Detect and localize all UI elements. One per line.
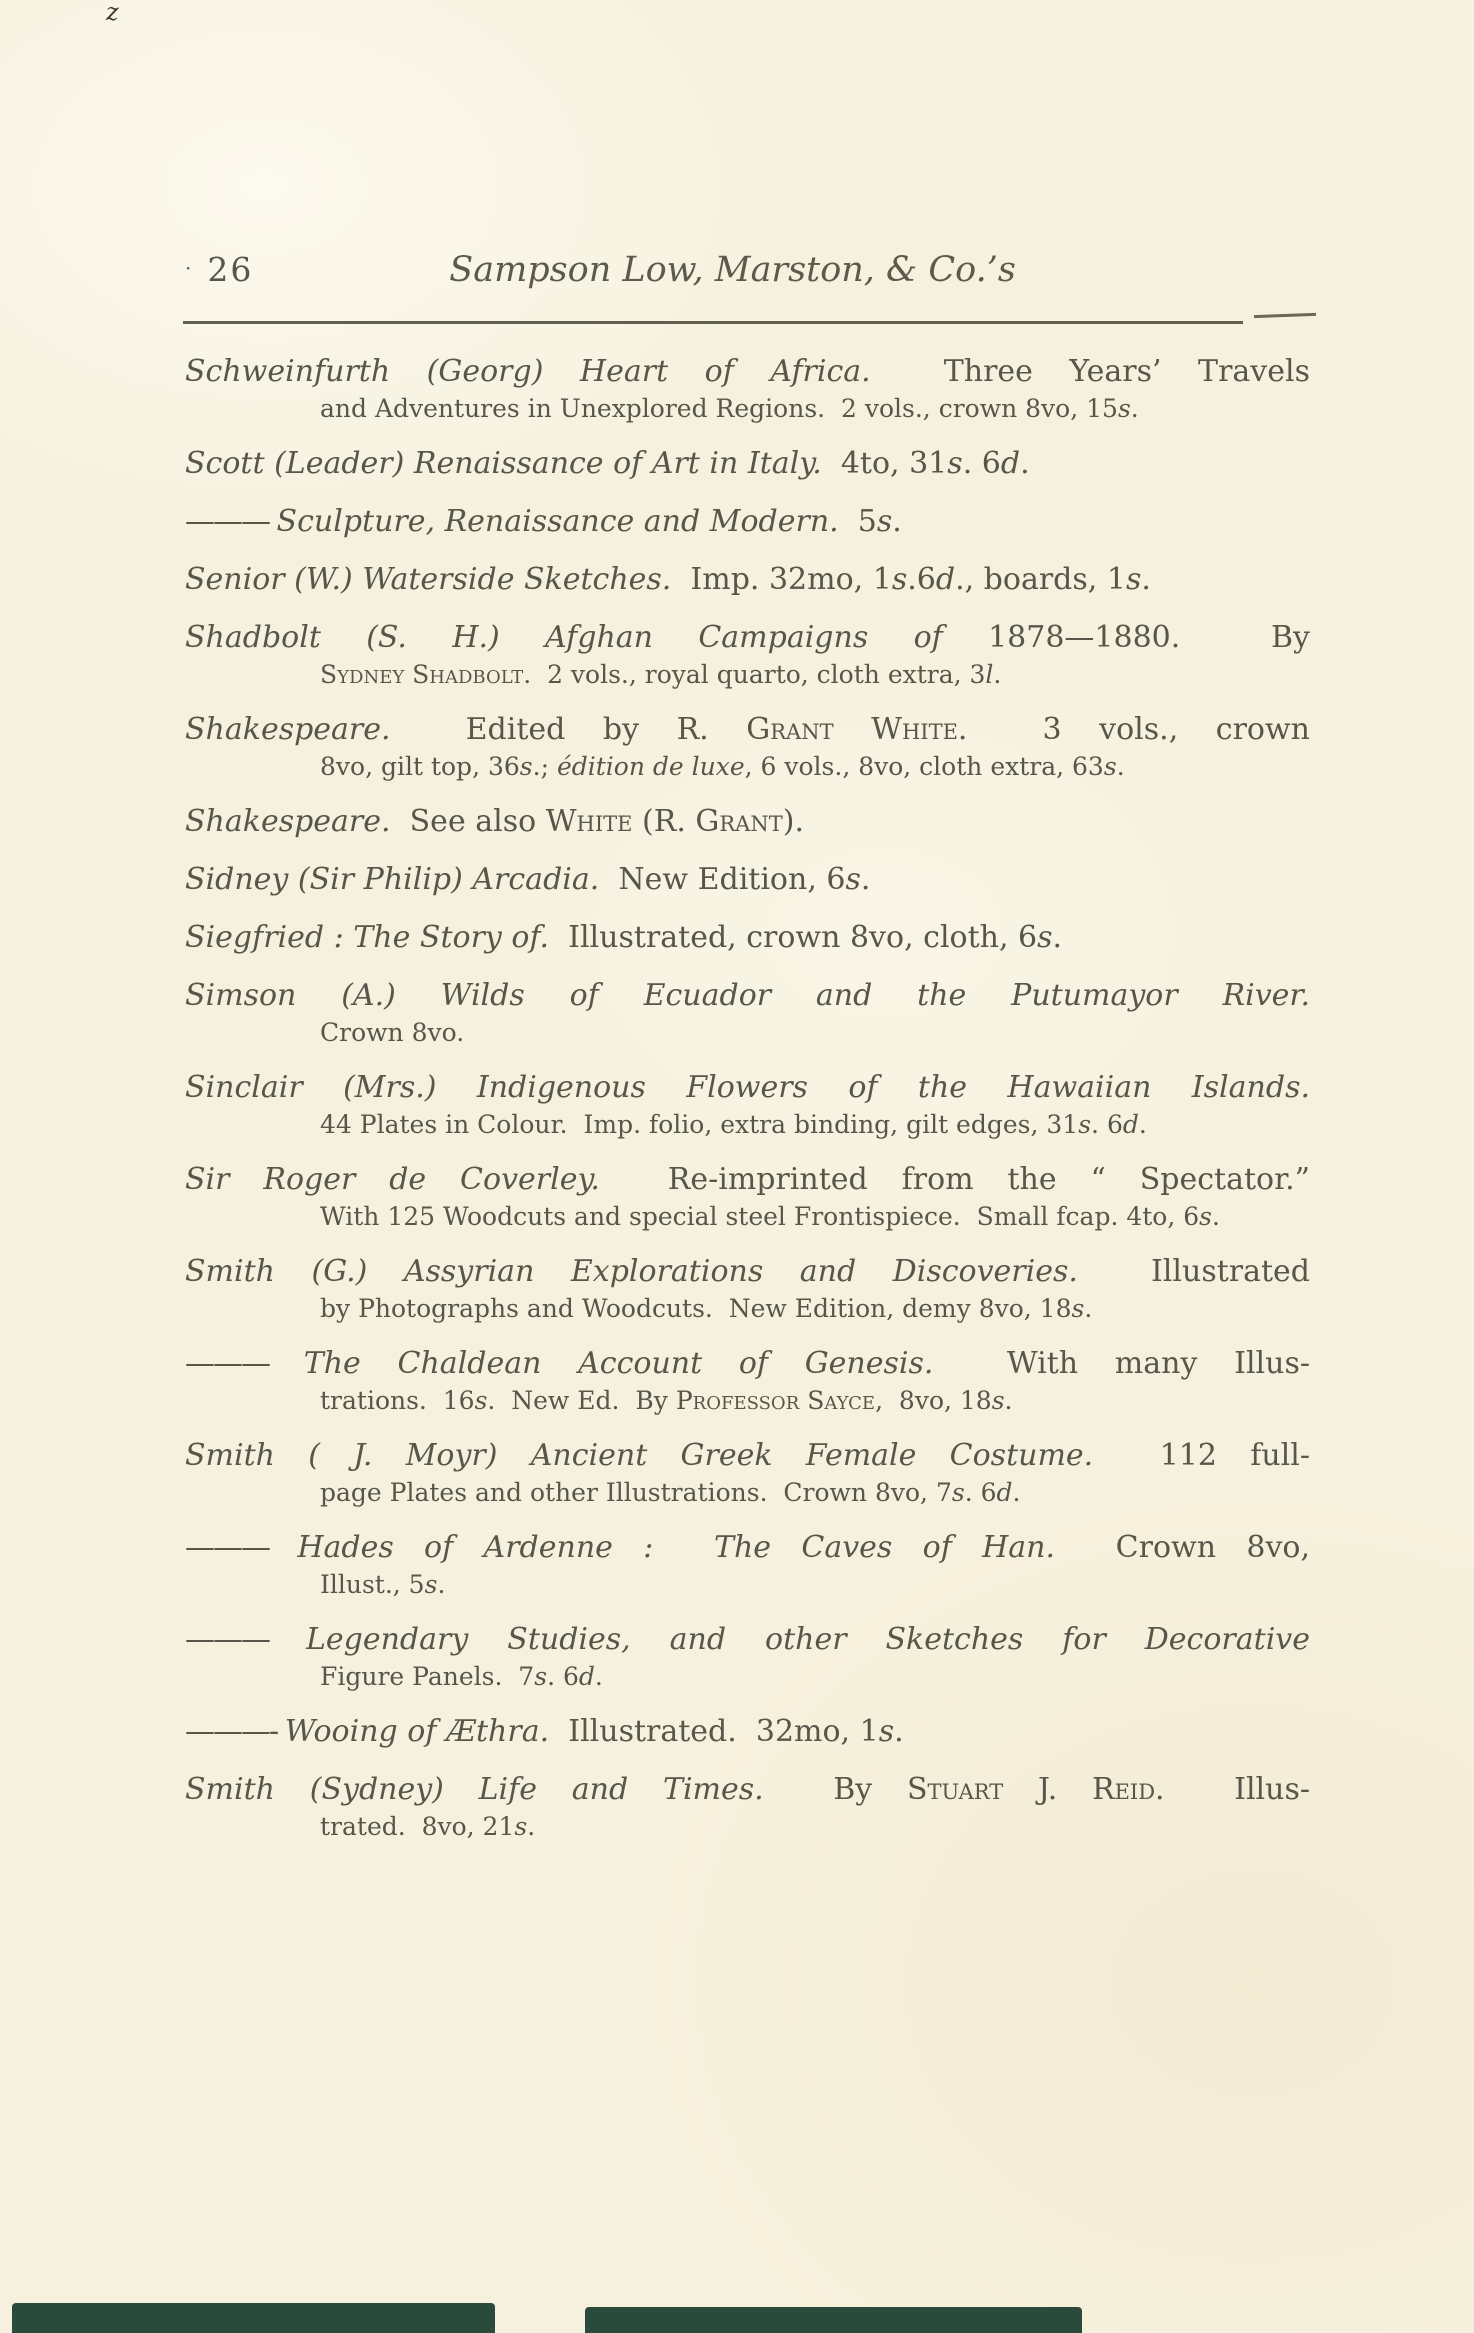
entry-line [185,710,1310,750]
entry-text-segment: Smith ( J. Moyr) Ancient Greek Female Costume. [185,1438,1094,1473]
catalog-entry [185,502,1310,542]
scan-artifact-bar [585,2307,1082,2333]
entry-line [185,1568,1310,1602]
entry-text-segment: 2 vols., royal quarto, cloth extra, 3 [531,660,986,689]
entry-text-segment: Sidney (Sir Philip) Arcadia. [185,862,600,897]
entry-text-segment: 3 vols., crown [967,712,1310,747]
entry-text-segment: ——— [185,1622,306,1657]
entry-line [185,1292,1310,1326]
entry-text-segment: Sculpture, Renaissance and Modern. [276,504,839,539]
catalog-entry [185,1620,1310,1694]
entry-text-segment: s [514,1812,528,1841]
entry-text-segment: . [1212,1202,1220,1231]
entry-text-segment: (R. [632,804,696,839]
entry-line [185,618,1310,658]
entry-text-segment: .; [532,752,557,781]
entry-text-segment: d [578,1662,595,1691]
entry-line [185,658,1310,692]
entry-text-segment: Senior (W.) Waterside Sketches. [185,562,672,597]
entry-text-segment: s [534,1662,548,1691]
entry-text-segment: . 6 [1091,1110,1123,1139]
catalog-entry [185,860,1310,900]
entry-text-segment: . [1130,394,1139,423]
entry-line [185,502,1310,542]
entry-text-segment: Illus- [1164,1772,1311,1807]
header-rule-dash [1254,313,1316,318]
entry-text-segment: Grant White. [746,712,968,747]
entry-text-segment: ——— [185,504,277,539]
entry-line [185,1620,1310,1660]
entry-text-segment: Re-imprinted from the “ Spectator.” [599,1162,1310,1197]
entry-text-segment: . [1141,562,1151,597]
entry-text-segment: Shadbolt (S. H.) Afghan Campaigns of [185,620,989,655]
entry-text-segment: s [1071,1294,1085,1323]
entry-text-segment: By [763,1772,907,1807]
catalog-entry [185,802,1310,842]
catalog-entries [185,352,1310,1862]
catalog-entry [185,352,1310,426]
entry-text-segment: Figure Panels. 7 [320,1662,535,1691]
entry-text-segment: Scott (Leader) Renaissance of Art in Italy. [185,446,822,481]
entry-line [185,1108,1310,1142]
entry-line [185,392,1310,426]
entry-text-segment: Crown 8vo. [320,1018,465,1047]
entry-line [185,1660,1310,1694]
entry-text-segment: s [991,1386,1005,1415]
entry-text-segment: . New Ed. By [487,1386,676,1415]
entry-line [185,1476,1310,1510]
entry-text-segment: . [1138,1110,1147,1139]
entry-text-segment: s [474,1386,488,1415]
entry-text-segment: . [437,1570,446,1599]
entry-text-segment: s [1037,920,1053,955]
entry-text-segment: . [892,504,902,539]
header-rule [183,321,1243,324]
entry-text-segment: d [996,1478,1013,1507]
entry-text-segment: Three Years’ Travels [870,354,1310,389]
entry-text-segment: s [1199,1202,1213,1231]
entry-text-segment: Hades of Ardenne : The Caves of Han. [297,1530,1056,1565]
catalog-entry [185,710,1310,784]
entry-line [185,1712,1310,1752]
entry-text-segment: . [1116,752,1125,781]
entry-text-segment: . [1012,1478,1021,1507]
catalog-entry [185,618,1310,692]
catalog-entry [185,1344,1310,1418]
entry-line [185,1528,1310,1568]
entry-text-segment: With many Illus- [933,1346,1310,1381]
page-number-dot: · [185,256,194,280]
entry-text-segment: Illustrated [1077,1254,1311,1289]
entry-text-segment: . [993,660,1002,689]
entry-text-segment: trated. 8vo, 21 [320,1812,515,1841]
entry-line [185,750,1310,784]
entry-text-segment: ———- [185,1714,285,1749]
entry-line [185,1384,1310,1418]
catalog-entry [185,1528,1310,1602]
entry-text-segment: Sir Roger de Coverley. [185,1162,600,1197]
entry-text-segment: l [985,660,994,689]
entry-text-segment: New Edition, 6 [599,862,846,897]
entry-text-segment: Illustrated. 32mo, 1 [549,1714,879,1749]
entry-text-segment: s [951,1478,965,1507]
entry-text-segment: d [1122,1110,1139,1139]
entry-text-segment: Shakespeare. [185,712,391,747]
entry-text-segment: Wooing of Æthra. [284,1714,550,1749]
entry-text-segment: 8vo, 18 [883,1386,992,1415]
catalog-entry [185,1712,1310,1752]
entry-text-segment: ——— [185,1346,304,1381]
scan-artifact-bar [12,2303,495,2333]
entry-text-segment: s [891,562,908,597]
entry-text-segment: With 125 Woodcuts and special steel Frontispiece. Small fcap. 4to, 6 [320,1202,1200,1231]
entry-text-segment: Crown 8vo, [1055,1530,1310,1565]
entry-line [185,1436,1310,1476]
entry-text-segment: Sydney Shadbolt. [320,660,532,689]
entry-line [185,1770,1310,1810]
entry-text-segment: ——— [185,1530,298,1565]
entry-text-segment: Grant [695,804,783,839]
entry-line [185,918,1310,958]
entry-text-segment: 44 Plates in Colour. Imp. folio, extra binding, gilt edges, 31 [320,1110,1079,1139]
entry-line [185,1252,1310,1292]
entry-text-segment: s [424,1570,438,1599]
entry-text-segment: ). [782,804,804,839]
entry-text-segment: , 6 vols., 8vo, cloth extra, 63 [744,752,1104,781]
entry-text-segment: édition de luxe [556,752,745,781]
entry-text-segment: s [1117,394,1131,423]
page-number-value: 26 [207,250,254,289]
entry-text-segment: d [935,562,956,597]
entry-text-segment: . [860,862,871,897]
catalog-entry [185,918,1310,958]
entry-text-segment: Professor Sayce, [675,1386,884,1415]
entry-text-segment: . [594,1662,603,1691]
entry-text-segment: Siegfried : The Story of. [185,920,550,955]
entry-text-segment: Imp. 32mo, 1 [671,562,892,597]
entry-text-segment: ., boards, 1 [955,562,1126,597]
entry-text-segment: Stuart J. Reid. [907,1772,1165,1807]
entry-text-segment: and Adventures in Unexplored Regions. 2 vols., crown 8vo, 15 [320,394,1118,423]
entry-text-segment: Legendary Studies, and other Sketches for Decorative [305,1622,1310,1657]
entry-text-segment: 8vo, gilt top, 36 [320,752,520,781]
entry-line [185,1016,1310,1050]
entry-line [185,1344,1310,1384]
entry-text-segment: The Chaldean Account of Genesis. [303,1346,934,1381]
entry-line [185,802,1310,842]
entry-text-segment: . [527,1812,536,1841]
entry-line [185,352,1310,392]
entry-text-segment: . [1084,1294,1093,1323]
entry-text-segment: s [947,446,963,481]
catalog-entry [185,976,1310,1050]
catalog-entry [185,1252,1310,1326]
catalog-entry [185,1436,1310,1510]
running-title: Sampson Low, Marston, & Co.’s [449,250,1016,290]
entry-text-segment: White [545,804,633,839]
entry-line [185,976,1310,1016]
entry-text-segment: s [876,504,893,539]
entry-line [185,560,1310,600]
entry-text-segment: s [519,752,533,781]
entry-text-segment: d [1000,446,1021,481]
entry-text-segment: Sinclair (Mrs.) Indigenous Flowers of the Hawaiian Islands. [185,1070,1310,1105]
entry-text-segment: Edited by R. [390,712,747,747]
entry-text-segment: 1878—1880. By [988,620,1310,655]
entry-line [185,444,1310,484]
catalog-entry [185,1160,1310,1234]
entry-text-segment: . [894,1714,904,1749]
catalog-entry [185,444,1310,484]
entry-text-segment: Schweinfurth (Georg) Heart of Africa. [185,354,871,389]
catalog-entry [185,1770,1310,1844]
entry-text-segment: Smith (G.) Assyrian Explorations and Discoveries. [185,1254,1078,1289]
entry-text-segment: . [1052,920,1063,955]
entry-text-segment: 5 [838,504,877,539]
entry-text-segment: . 6 [962,446,1001,481]
entry-text-segment: s [1103,752,1117,781]
entry-text-segment: by Photographs and Woodcuts. New Edition, demy 8vo, 18 [320,1294,1072,1323]
page-number [185,250,305,289]
entry-text-segment: Illustrated, crown 8vo, cloth, 6 [549,920,1038,955]
entry-text-segment: Illust., 5 [320,1570,425,1599]
entry-text-segment: Smith (Sydney) Life and Times. [185,1772,764,1807]
entry-line [185,1160,1310,1200]
entry-text-segment: trations. 16 [320,1386,475,1415]
catalog-entry [185,560,1310,600]
entry-text-segment: 4to, 31 [821,446,948,481]
entry-text-segment: 112 full- [1093,1438,1310,1473]
entry-text-segment: . 6 [547,1662,579,1691]
entry-text-segment: . 6 [964,1478,997,1507]
entry-text-segment: . [1004,1386,1013,1415]
catalog-entry [185,1068,1310,1142]
entry-text-segment: .6 [907,562,936,597]
entry-line [185,1200,1310,1234]
entry-text-segment: s [1125,562,1142,597]
entry-text-segment: s [878,1714,895,1749]
entry-line [185,1810,1310,1844]
entry-text-segment: . [1020,446,1030,481]
entry-line [185,860,1310,900]
entry-text-segment: Simson (A.) Wilds of Ecuador and the Putumayor River. [185,978,1310,1013]
page-header [185,250,1310,290]
entry-text-segment: Shakespeare. [185,804,391,839]
entry-text-segment: s [845,862,861,897]
entry-text-segment: page Plates and other Illustrations. Crown 8vo, 7 [320,1478,952,1507]
entry-text-segment: See also [390,804,546,839]
entry-line [185,1068,1310,1108]
corner-mark: z [106,0,119,26]
entry-text-segment: s [1078,1110,1092,1139]
